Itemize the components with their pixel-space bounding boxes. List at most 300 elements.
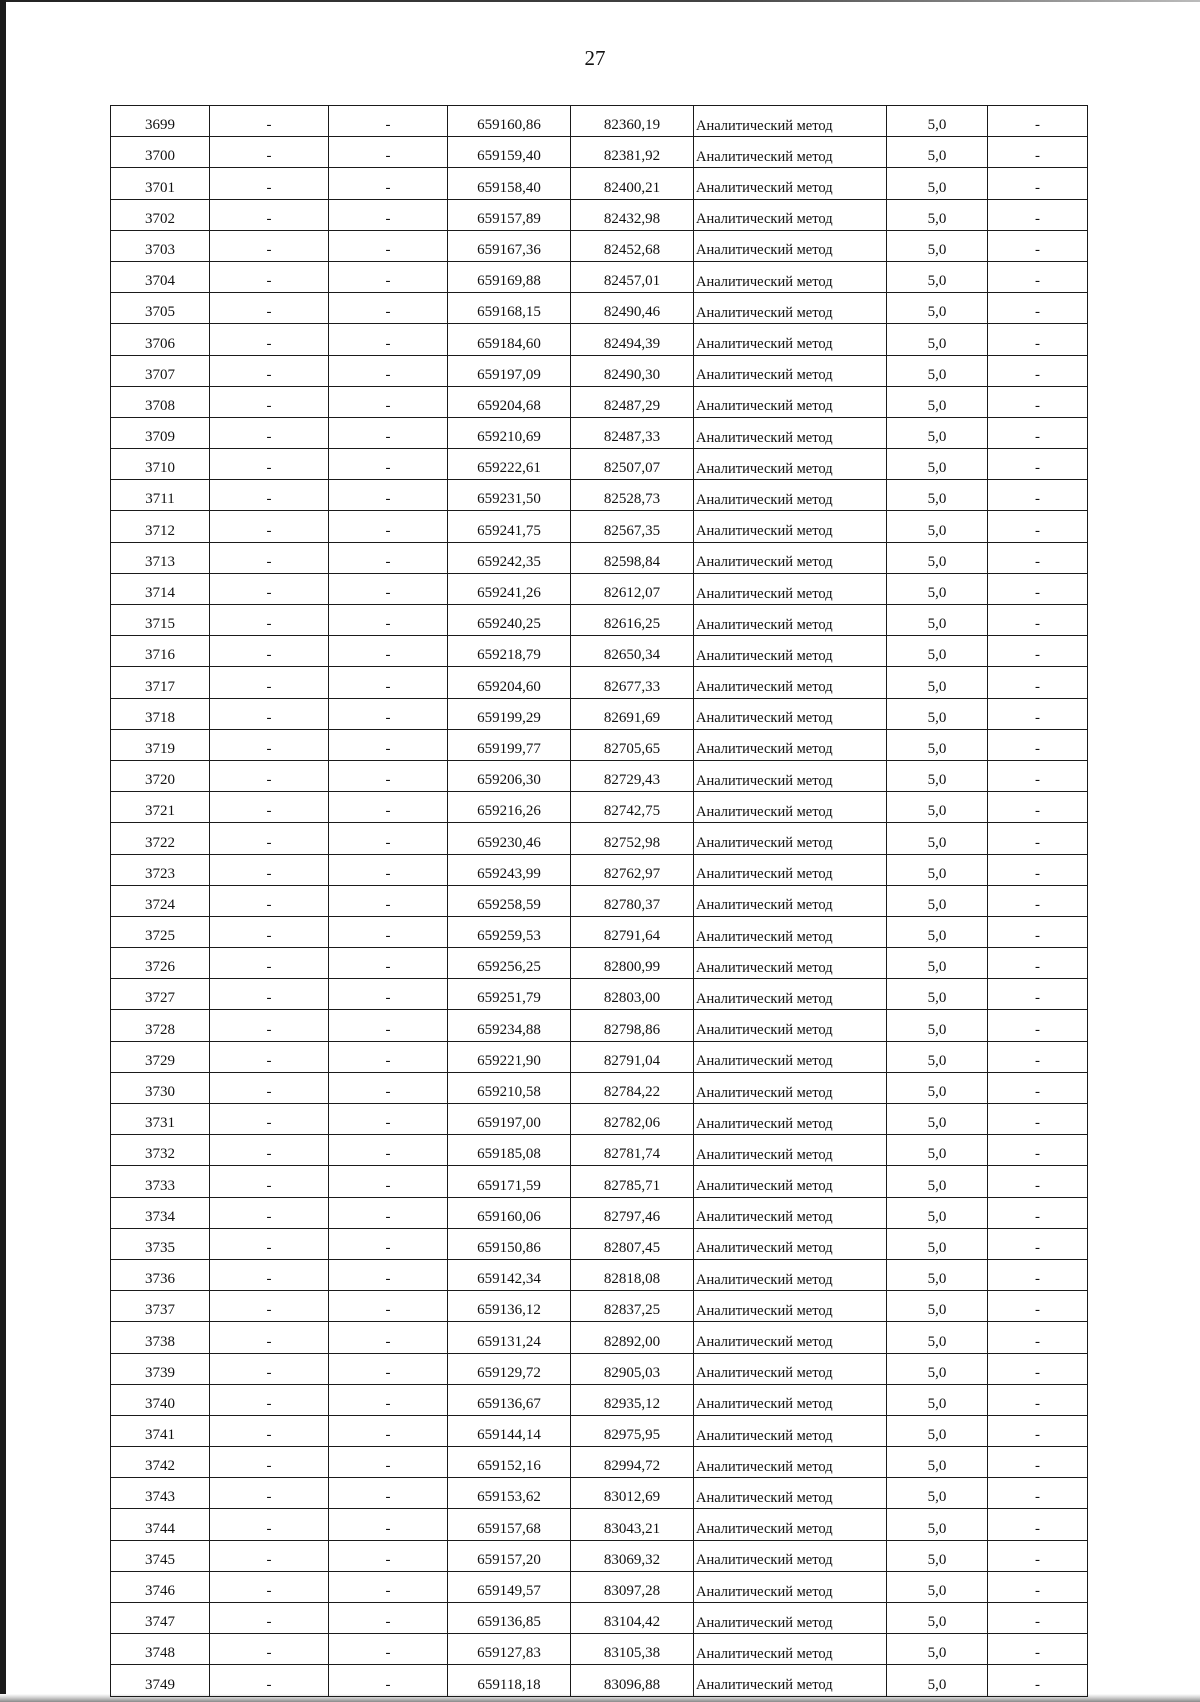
- empty-dash-cell: -: [210, 573, 329, 604]
- empty-dash-cell: -: [988, 168, 1088, 199]
- method-cell: Аналитический метод: [694, 667, 887, 698]
- method-cell: Аналитический метод: [694, 760, 887, 791]
- table-row: [111, 823, 1088, 854]
- empty-dash-cell: -: [329, 792, 448, 823]
- x-coordinate-cell: 659199,77: [448, 729, 571, 760]
- point-number-cell: 3717: [111, 667, 210, 698]
- empty-dash-cell: -: [988, 979, 1088, 1010]
- accuracy-cell: 5,0: [887, 1634, 988, 1665]
- x-coordinate-cell: 659210,69: [448, 417, 571, 448]
- table-row: [111, 1571, 1088, 1602]
- point-number-cell: 3734: [111, 1197, 210, 1228]
- table-row: [111, 1322, 1088, 1353]
- empty-dash-cell: -: [988, 199, 1088, 230]
- point-number-cell: 3710: [111, 449, 210, 480]
- point-number-cell: 3736: [111, 1259, 210, 1290]
- point-number-cell: 3723: [111, 854, 210, 885]
- x-coordinate-cell: 659169,88: [448, 261, 571, 292]
- empty-dash-cell: -: [210, 1571, 329, 1602]
- y-coordinate-cell: 82975,95: [571, 1415, 694, 1446]
- scan-edge-left: [0, 0, 6, 1702]
- table-row: [111, 1072, 1088, 1103]
- accuracy-cell: 5,0: [887, 1104, 988, 1135]
- accuracy-cell: 5,0: [887, 293, 988, 324]
- empty-dash-cell: -: [210, 916, 329, 947]
- x-coordinate-cell: 659167,36: [448, 230, 571, 261]
- empty-dash-cell: -: [210, 1228, 329, 1259]
- empty-dash-cell: -: [210, 1665, 329, 1696]
- empty-dash-cell: -: [329, 1166, 448, 1197]
- x-coordinate-cell: 659127,83: [448, 1634, 571, 1665]
- y-coordinate-cell: 82729,43: [571, 760, 694, 791]
- method-cell: Аналитический метод: [694, 1478, 887, 1509]
- empty-dash-cell: -: [329, 293, 448, 324]
- table-row: [111, 1415, 1088, 1446]
- point-number-cell: 3712: [111, 511, 210, 542]
- y-coordinate-cell: 83104,42: [571, 1603, 694, 1634]
- y-coordinate-cell: 82487,33: [571, 417, 694, 448]
- accuracy-cell: 5,0: [887, 168, 988, 199]
- empty-dash-cell: -: [210, 760, 329, 791]
- empty-dash-cell: -: [988, 1228, 1088, 1259]
- method-cell: Аналитический метод: [694, 1041, 887, 1072]
- table-row: [111, 1041, 1088, 1072]
- x-coordinate-cell: 659241,26: [448, 573, 571, 604]
- table-row: [111, 324, 1088, 355]
- y-coordinate-cell: 82650,34: [571, 636, 694, 667]
- table-row: [111, 854, 1088, 885]
- method-cell: Аналитический метод: [694, 1197, 887, 1228]
- empty-dash-cell: -: [329, 417, 448, 448]
- method-cell: Аналитический метод: [694, 1603, 887, 1634]
- accuracy-cell: 5,0: [887, 137, 988, 168]
- method-cell: Аналитический метод: [694, 1665, 887, 1696]
- y-coordinate-cell: 82784,22: [571, 1072, 694, 1103]
- empty-dash-cell: -: [988, 1634, 1088, 1665]
- point-number-cell: 3724: [111, 885, 210, 916]
- point-number-cell: 3731: [111, 1104, 210, 1135]
- table-row: [111, 948, 1088, 979]
- point-number-cell: 3732: [111, 1135, 210, 1166]
- empty-dash-cell: -: [210, 1010, 329, 1041]
- x-coordinate-cell: 659256,25: [448, 948, 571, 979]
- empty-dash-cell: -: [210, 542, 329, 573]
- point-number-cell: 3704: [111, 261, 210, 292]
- table-row: [111, 261, 1088, 292]
- empty-dash-cell: -: [210, 1540, 329, 1571]
- empty-dash-cell: -: [329, 1634, 448, 1665]
- point-number-cell: 3700: [111, 137, 210, 168]
- empty-dash-cell: -: [988, 106, 1088, 137]
- x-coordinate-cell: 659168,15: [448, 293, 571, 324]
- empty-dash-cell: -: [329, 1041, 448, 1072]
- y-coordinate-cell: 82797,46: [571, 1197, 694, 1228]
- point-number-cell: 3725: [111, 916, 210, 947]
- y-coordinate-cell: 82780,37: [571, 885, 694, 916]
- method-cell: Аналитический метод: [694, 1166, 887, 1197]
- table-row: [111, 417, 1088, 448]
- method-cell: Аналитический метод: [694, 1072, 887, 1103]
- method-cell: Аналитический метод: [694, 199, 887, 230]
- method-cell: Аналитический метод: [694, 1291, 887, 1322]
- empty-dash-cell: -: [210, 979, 329, 1010]
- empty-dash-cell: -: [988, 948, 1088, 979]
- empty-dash-cell: -: [988, 542, 1088, 573]
- y-coordinate-cell: 82381,92: [571, 137, 694, 168]
- y-coordinate-cell: 82691,69: [571, 698, 694, 729]
- y-coordinate-cell: 82528,73: [571, 480, 694, 511]
- table-row: [111, 1603, 1088, 1634]
- accuracy-cell: 5,0: [887, 1353, 988, 1384]
- point-number-cell: 3702: [111, 199, 210, 230]
- table-row: [111, 698, 1088, 729]
- empty-dash-cell: -: [210, 605, 329, 636]
- point-number-cell: 3740: [111, 1384, 210, 1415]
- empty-dash-cell: -: [210, 1166, 329, 1197]
- empty-dash-cell: -: [329, 605, 448, 636]
- empty-dash-cell: -: [210, 355, 329, 386]
- empty-dash-cell: -: [988, 1166, 1088, 1197]
- table-body: [111, 106, 1088, 1697]
- empty-dash-cell: -: [210, 137, 329, 168]
- empty-dash-cell: -: [210, 1353, 329, 1384]
- empty-dash-cell: -: [210, 168, 329, 199]
- empty-dash-cell: -: [210, 511, 329, 542]
- y-coordinate-cell: 82892,00: [571, 1322, 694, 1353]
- empty-dash-cell: -: [210, 1415, 329, 1446]
- x-coordinate-cell: 659152,16: [448, 1447, 571, 1478]
- x-coordinate-cell: 659142,34: [448, 1259, 571, 1290]
- accuracy-cell: 5,0: [887, 916, 988, 947]
- empty-dash-cell: -: [210, 1603, 329, 1634]
- empty-dash-cell: -: [329, 168, 448, 199]
- x-coordinate-cell: 659153,62: [448, 1478, 571, 1509]
- x-coordinate-cell: 659204,68: [448, 386, 571, 417]
- accuracy-cell: 5,0: [887, 1166, 988, 1197]
- empty-dash-cell: -: [329, 324, 448, 355]
- table-row: [111, 1291, 1088, 1322]
- accuracy-cell: 5,0: [887, 605, 988, 636]
- empty-dash-cell: -: [988, 417, 1088, 448]
- table-row: [111, 573, 1088, 604]
- y-coordinate-cell: 83012,69: [571, 1478, 694, 1509]
- empty-dash-cell: -: [210, 1041, 329, 1072]
- table-row: [111, 760, 1088, 791]
- method-cell: Аналитический метод: [694, 1415, 887, 1446]
- x-coordinate-cell: 659210,58: [448, 1072, 571, 1103]
- empty-dash-cell: -: [988, 386, 1088, 417]
- x-coordinate-cell: 659160,06: [448, 1197, 571, 1228]
- empty-dash-cell: -: [988, 698, 1088, 729]
- y-coordinate-cell: 82452,68: [571, 230, 694, 261]
- point-number-cell: 3720: [111, 760, 210, 791]
- x-coordinate-cell: 659218,79: [448, 636, 571, 667]
- accuracy-cell: 5,0: [887, 948, 988, 979]
- accuracy-cell: 5,0: [887, 1291, 988, 1322]
- empty-dash-cell: -: [329, 1540, 448, 1571]
- accuracy-cell: 5,0: [887, 760, 988, 791]
- empty-dash-cell: -: [329, 636, 448, 667]
- y-coordinate-cell: 82360,19: [571, 106, 694, 137]
- x-coordinate-cell: 659216,26: [448, 792, 571, 823]
- point-number-cell: 3718: [111, 698, 210, 729]
- empty-dash-cell: -: [988, 230, 1088, 261]
- empty-dash-cell: -: [988, 667, 1088, 698]
- point-number-cell: 3715: [111, 605, 210, 636]
- empty-dash-cell: -: [988, 137, 1088, 168]
- empty-dash-cell: -: [210, 698, 329, 729]
- empty-dash-cell: -: [329, 1322, 448, 1353]
- empty-dash-cell: -: [210, 261, 329, 292]
- method-cell: Аналитический метод: [694, 293, 887, 324]
- empty-dash-cell: -: [329, 667, 448, 698]
- table-row: [111, 1353, 1088, 1384]
- accuracy-cell: 5,0: [887, 1447, 988, 1478]
- empty-dash-cell: -: [210, 230, 329, 261]
- accuracy-cell: 5,0: [887, 1228, 988, 1259]
- empty-dash-cell: -: [329, 1228, 448, 1259]
- empty-dash-cell: -: [988, 1041, 1088, 1072]
- y-coordinate-cell: 83069,32: [571, 1540, 694, 1571]
- y-coordinate-cell: 82616,25: [571, 605, 694, 636]
- empty-dash-cell: -: [988, 605, 1088, 636]
- x-coordinate-cell: 659129,72: [448, 1353, 571, 1384]
- accuracy-cell: 5,0: [887, 823, 988, 854]
- accuracy-cell: 5,0: [887, 573, 988, 604]
- accuracy-cell: 5,0: [887, 1571, 988, 1602]
- point-number-cell: 3711: [111, 480, 210, 511]
- table-row: [111, 636, 1088, 667]
- point-number-cell: 3738: [111, 1322, 210, 1353]
- method-cell: Аналитический метод: [694, 823, 887, 854]
- x-coordinate-cell: 659197,09: [448, 355, 571, 386]
- empty-dash-cell: -: [988, 355, 1088, 386]
- empty-dash-cell: -: [988, 1197, 1088, 1228]
- empty-dash-cell: -: [210, 293, 329, 324]
- x-coordinate-cell: 659241,75: [448, 511, 571, 542]
- accuracy-cell: 5,0: [887, 1010, 988, 1041]
- empty-dash-cell: -: [329, 1665, 448, 1696]
- y-coordinate-cell: 83043,21: [571, 1509, 694, 1540]
- empty-dash-cell: -: [210, 1197, 329, 1228]
- empty-dash-cell: -: [988, 480, 1088, 511]
- empty-dash-cell: -: [210, 1291, 329, 1322]
- point-number-cell: 3729: [111, 1041, 210, 1072]
- empty-dash-cell: -: [329, 1603, 448, 1634]
- empty-dash-cell: -: [329, 1415, 448, 1446]
- point-number-cell: 3716: [111, 636, 210, 667]
- accuracy-cell: 5,0: [887, 1322, 988, 1353]
- point-number-cell: 3747: [111, 1603, 210, 1634]
- table-row: [111, 293, 1088, 324]
- empty-dash-cell: -: [988, 1291, 1088, 1322]
- table-row: [111, 1665, 1088, 1696]
- empty-dash-cell: -: [210, 1509, 329, 1540]
- method-cell: Аналитический метод: [694, 1540, 887, 1571]
- empty-dash-cell: -: [988, 261, 1088, 292]
- empty-dash-cell: -: [329, 1447, 448, 1478]
- empty-dash-cell: -: [988, 449, 1088, 480]
- y-coordinate-cell: 82905,03: [571, 1353, 694, 1384]
- accuracy-cell: 5,0: [887, 106, 988, 137]
- table-row: [111, 1259, 1088, 1290]
- y-coordinate-cell: 83096,88: [571, 1665, 694, 1696]
- method-cell: Аналитический метод: [694, 1571, 887, 1602]
- y-coordinate-cell: 82494,39: [571, 324, 694, 355]
- table-row: [111, 1384, 1088, 1415]
- empty-dash-cell: -: [988, 1104, 1088, 1135]
- point-number-cell: 3727: [111, 979, 210, 1010]
- empty-dash-cell: -: [329, 261, 448, 292]
- y-coordinate-cell: 82762,97: [571, 854, 694, 885]
- empty-dash-cell: -: [988, 573, 1088, 604]
- x-coordinate-cell: 659136,12: [448, 1291, 571, 1322]
- empty-dash-cell: -: [329, 1010, 448, 1041]
- empty-dash-cell: -: [329, 106, 448, 137]
- empty-dash-cell: -: [988, 1415, 1088, 1446]
- point-number-cell: 3706: [111, 324, 210, 355]
- method-cell: Аналитический метод: [694, 1384, 887, 1415]
- method-cell: Аналитический метод: [694, 511, 887, 542]
- empty-dash-cell: -: [329, 916, 448, 947]
- table-row: [111, 168, 1088, 199]
- method-cell: Аналитический метод: [694, 137, 887, 168]
- y-coordinate-cell: 82791,04: [571, 1041, 694, 1072]
- point-number-cell: 3737: [111, 1291, 210, 1322]
- x-coordinate-cell: 659240,25: [448, 605, 571, 636]
- empty-dash-cell: -: [988, 1010, 1088, 1041]
- empty-dash-cell: -: [210, 1135, 329, 1166]
- method-cell: Аналитический метод: [694, 324, 887, 355]
- y-coordinate-cell: 82490,30: [571, 355, 694, 386]
- x-coordinate-cell: 659243,99: [448, 854, 571, 885]
- x-coordinate-cell: 659197,00: [448, 1104, 571, 1135]
- method-cell: Аналитический метод: [694, 168, 887, 199]
- empty-dash-cell: -: [329, 979, 448, 1010]
- accuracy-cell: 5,0: [887, 542, 988, 573]
- y-coordinate-cell: 82782,06: [571, 1104, 694, 1135]
- x-coordinate-cell: 659221,90: [448, 1041, 571, 1072]
- method-cell: Аналитический метод: [694, 1447, 887, 1478]
- table-row: [111, 605, 1088, 636]
- method-cell: Аналитический метод: [694, 1259, 887, 1290]
- accuracy-cell: 5,0: [887, 1540, 988, 1571]
- method-cell: Аналитический метод: [694, 386, 887, 417]
- x-coordinate-cell: 659231,50: [448, 480, 571, 511]
- x-coordinate-cell: 659242,35: [448, 542, 571, 573]
- y-coordinate-cell: 82800,99: [571, 948, 694, 979]
- accuracy-cell: 5,0: [887, 324, 988, 355]
- x-coordinate-cell: 659222,61: [448, 449, 571, 480]
- table-row: [111, 1197, 1088, 1228]
- empty-dash-cell: -: [329, 480, 448, 511]
- point-number-cell: 3701: [111, 168, 210, 199]
- empty-dash-cell: -: [988, 324, 1088, 355]
- method-cell: Аналитический метод: [694, 106, 887, 137]
- y-coordinate-cell: 83097,28: [571, 1571, 694, 1602]
- table-row: [111, 106, 1088, 137]
- point-number-cell: 3722: [111, 823, 210, 854]
- empty-dash-cell: -: [329, 948, 448, 979]
- empty-dash-cell: -: [210, 1104, 329, 1135]
- empty-dash-cell: -: [329, 760, 448, 791]
- point-number-cell: 3746: [111, 1571, 210, 1602]
- accuracy-cell: 5,0: [887, 199, 988, 230]
- empty-dash-cell: -: [210, 1322, 329, 1353]
- empty-dash-cell: -: [988, 1571, 1088, 1602]
- y-coordinate-cell: 82837,25: [571, 1291, 694, 1322]
- table-row: [111, 885, 1088, 916]
- x-coordinate-cell: 659185,08: [448, 1135, 571, 1166]
- accuracy-cell: 5,0: [887, 1072, 988, 1103]
- empty-dash-cell: -: [210, 729, 329, 760]
- empty-dash-cell: -: [210, 386, 329, 417]
- empty-dash-cell: -: [210, 823, 329, 854]
- accuracy-cell: 5,0: [887, 386, 988, 417]
- empty-dash-cell: -: [210, 199, 329, 230]
- empty-dash-cell: -: [210, 792, 329, 823]
- empty-dash-cell: -: [329, 386, 448, 417]
- accuracy-cell: 5,0: [887, 449, 988, 480]
- table-row: [111, 1478, 1088, 1509]
- accuracy-cell: 5,0: [887, 636, 988, 667]
- empty-dash-cell: -: [988, 854, 1088, 885]
- x-coordinate-cell: 659159,40: [448, 137, 571, 168]
- empty-dash-cell: -: [988, 1447, 1088, 1478]
- point-number-cell: 3708: [111, 386, 210, 417]
- y-coordinate-cell: 82803,00: [571, 979, 694, 1010]
- table-row: [111, 792, 1088, 823]
- point-number-cell: 3735: [111, 1228, 210, 1259]
- accuracy-cell: 5,0: [887, 1509, 988, 1540]
- method-cell: Аналитический метод: [694, 948, 887, 979]
- empty-dash-cell: -: [329, 698, 448, 729]
- y-coordinate-cell: 82612,07: [571, 573, 694, 604]
- empty-dash-cell: -: [988, 1665, 1088, 1696]
- method-cell: Аналитический метод: [694, 792, 887, 823]
- empty-dash-cell: -: [329, 1509, 448, 1540]
- method-cell: Аналитический метод: [694, 1353, 887, 1384]
- x-coordinate-cell: 659234,88: [448, 1010, 571, 1041]
- point-number-cell: 3733: [111, 1166, 210, 1197]
- method-cell: Аналитический метод: [694, 573, 887, 604]
- y-coordinate-cell: 82994,72: [571, 1447, 694, 1478]
- empty-dash-cell: -: [210, 480, 329, 511]
- x-coordinate-cell: 659131,24: [448, 1322, 571, 1353]
- table-row: [111, 1135, 1088, 1166]
- empty-dash-cell: -: [988, 293, 1088, 324]
- method-cell: Аналитический метод: [694, 698, 887, 729]
- empty-dash-cell: -: [329, 1478, 448, 1509]
- empty-dash-cell: -: [988, 511, 1088, 542]
- accuracy-cell: 5,0: [887, 1041, 988, 1072]
- accuracy-cell: 5,0: [887, 261, 988, 292]
- page-number: 27: [584, 46, 606, 70]
- empty-dash-cell: -: [210, 324, 329, 355]
- empty-dash-cell: -: [329, 1072, 448, 1103]
- empty-dash-cell: -: [210, 1072, 329, 1103]
- y-coordinate-cell: 82490,46: [571, 293, 694, 324]
- table-row: [111, 449, 1088, 480]
- method-cell: Аналитический метод: [694, 1322, 887, 1353]
- table-row: [111, 729, 1088, 760]
- empty-dash-cell: -: [210, 449, 329, 480]
- x-coordinate-cell: 659144,14: [448, 1415, 571, 1446]
- method-cell: Аналитический метод: [694, 979, 887, 1010]
- method-cell: Аналитический метод: [694, 729, 887, 760]
- point-number-cell: 3709: [111, 417, 210, 448]
- accuracy-cell: 5,0: [887, 885, 988, 916]
